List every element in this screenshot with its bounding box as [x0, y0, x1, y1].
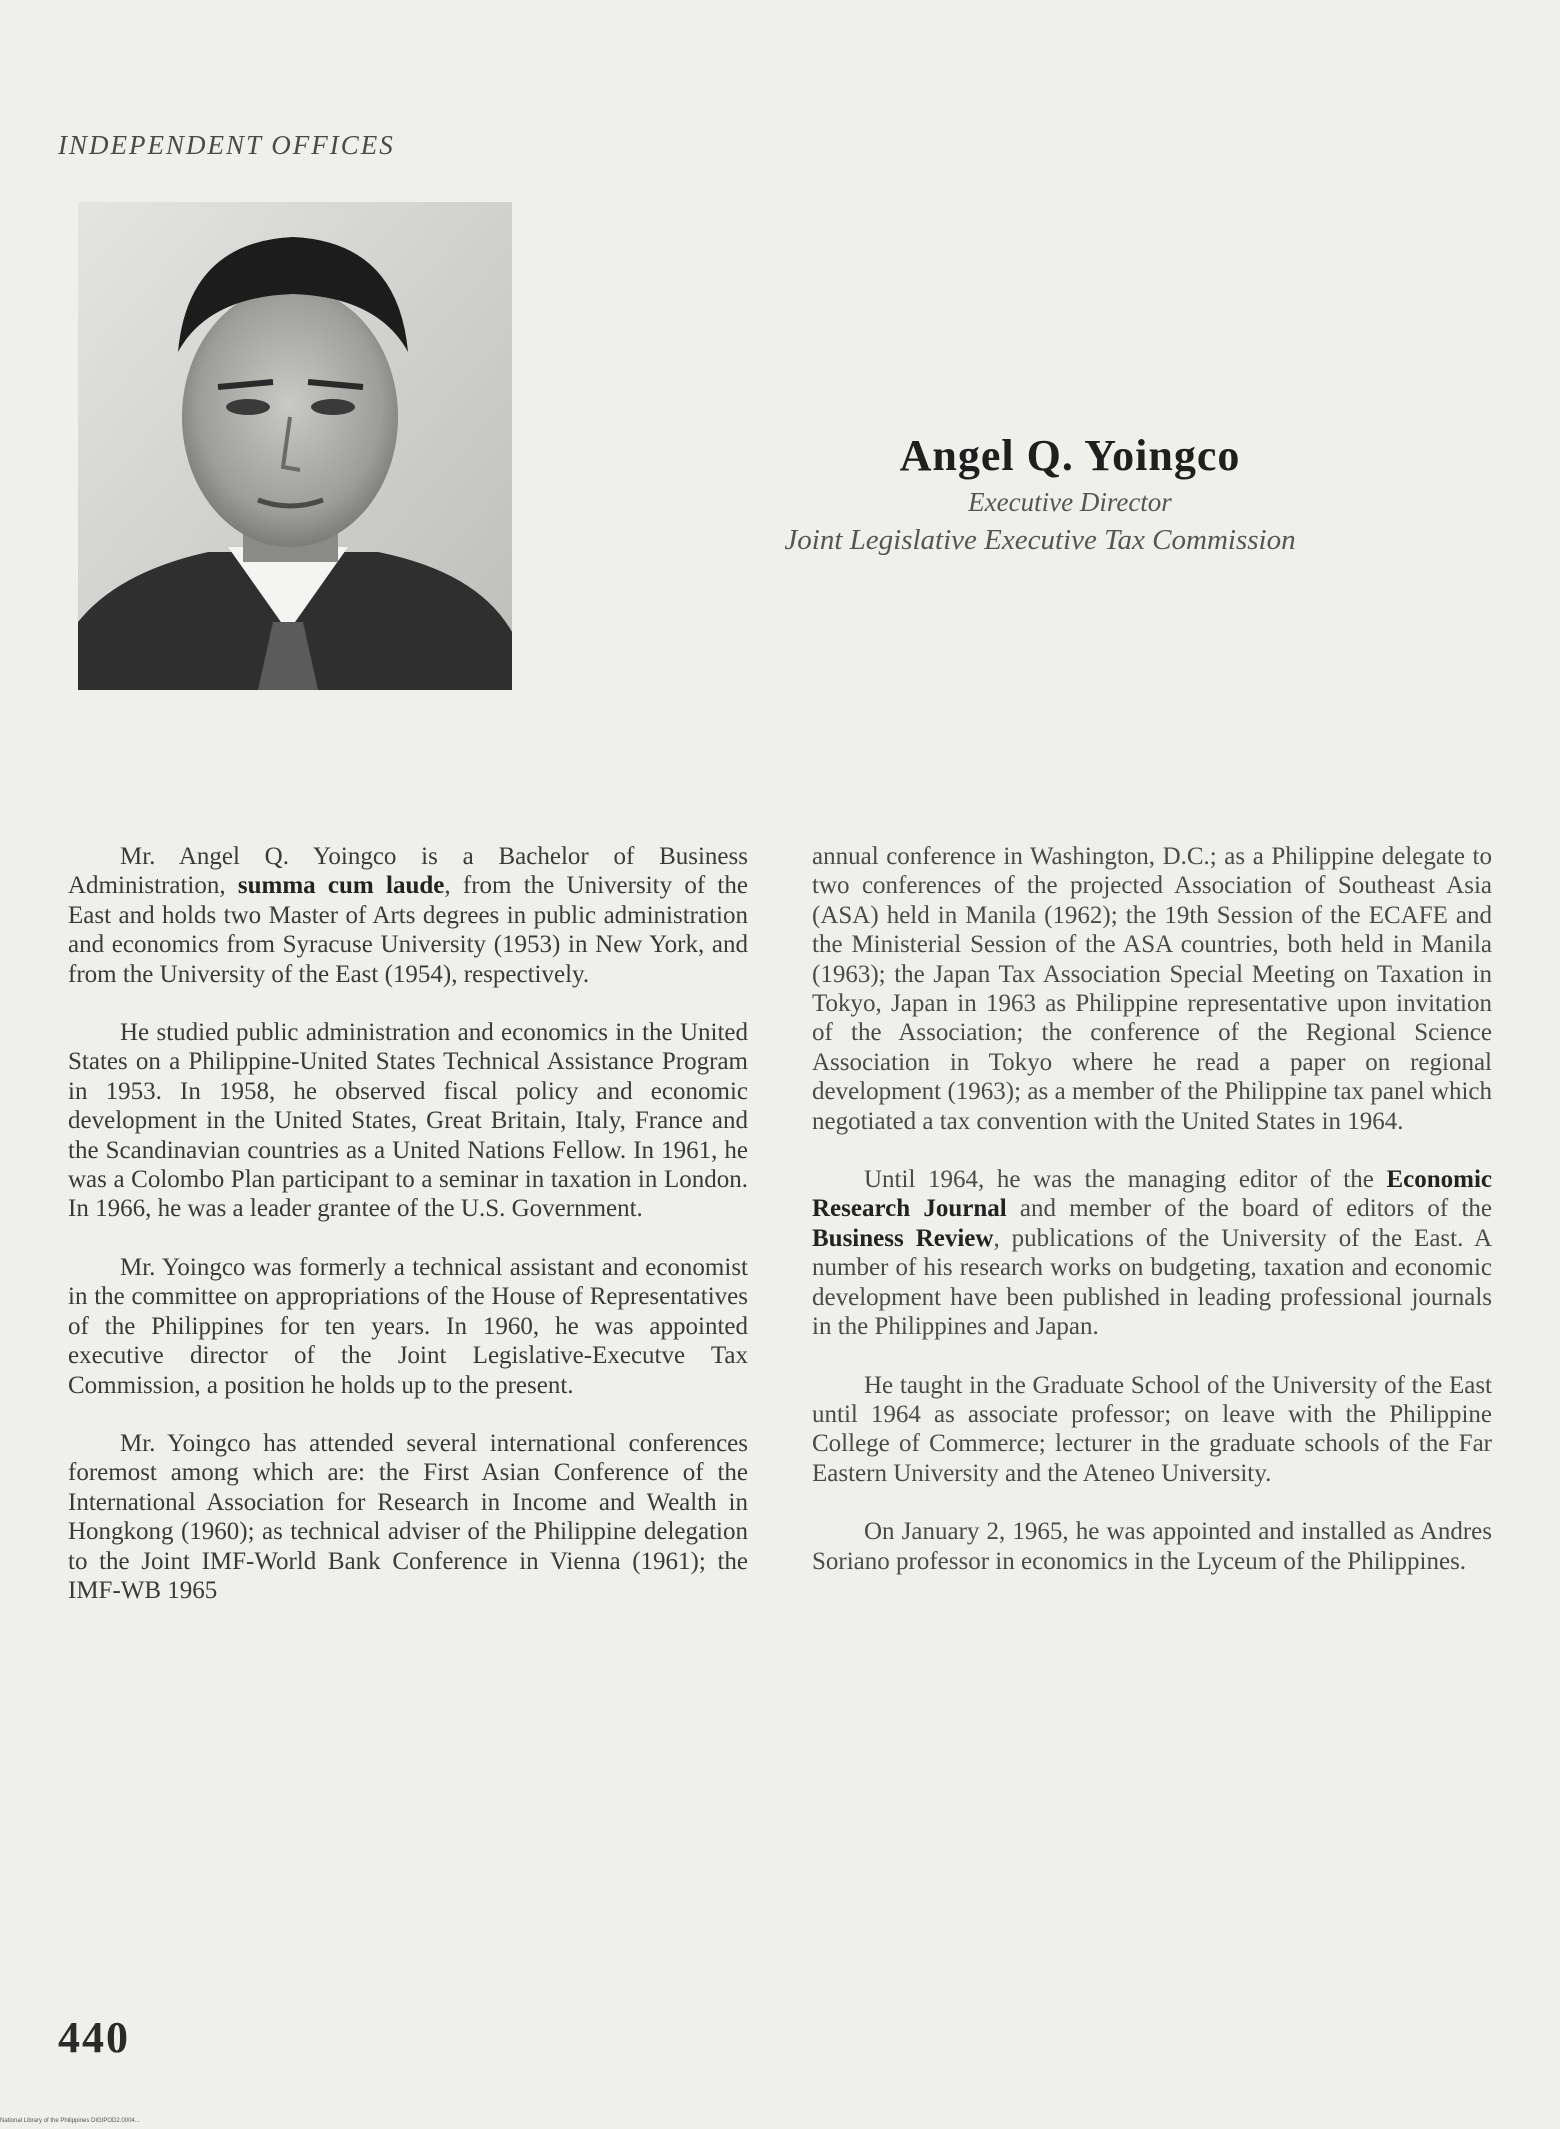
text-run: , from the University of the East and holds two Master of Arts degrees in public administration and economics from Syracuse University (1953) in New York, and from the University of the East (1954), respectively. [68, 872, 748, 988]
person-name: Angel Q. Yoingco [899, 431, 1241, 480]
text-run: , publications of the University of the East. A number of his research works on budgeting, taxation and economic development have been published in leading professional journals in the Philippines and Japan. [812, 1224, 1492, 1341]
paragraph [68, 842, 748, 989]
paragraph: He studied public administration and economics in the United States on a Philippine-United States Technical Assistance Program in 1953. In 1958, he observed fiscal policy and economic development in the United States, Great Britain, Italy, France and the Scandinavian countries as a United Nations Fellow. In 1961, he was a Colombo Plan participant to a seminar in taxation in London. In 1966, he was a leader grantee of the U.S. Government. [68, 1019, 748, 1223]
person-title: Executive Director [968, 487, 1172, 517]
footer-tiny-text: National Library of the Philippines DIGIPOD2.0004... [0, 2118, 140, 2124]
portrait-photo [78, 202, 512, 690]
paragraph: annual conference in Washington, D.C.; as a Philippine delegate to two conferences of the projected Association of Southeast Asia (ASA) held in Manila (1962); the 19th Session of the ECAFE and the Ministerial Session of the ASA countries, both held in Manila (1963); the Japan Tax Association Special Meeting on Taxation in Tokyo, Japan in 1963 as Philippine representative upon invitation of the Association; the conference of the Regional Science Association in Tokyo where he read a paper on regional development (1963); as a member of the Philippine tax panel which negotiated a tax convention with the United States in 1964. [812, 843, 1492, 1135]
bold-text: summa cum laude [237, 872, 445, 900]
page-number: 440 [58, 2013, 130, 2062]
section-header: INDEPENDENT OFFICES [58, 130, 395, 160]
text-run: and member of the board of editors of the [1006, 1195, 1492, 1223]
paragraph: Mr. Yoingco was formerly a technical assistant and economist in the committee on appropriations of the House of Representatives of the Philippines for ten years. In 1960, he was appointed executive director of the Joint Legislative-Executve Tax Commission, a position he holds up to the present. [68, 1253, 748, 1399]
profile-heading [660, 430, 1420, 557]
paragraph: Mr. Yoingco has attended several international conferences foremost among which are: the First Asian Conference of the International Association for Research in Income and Wealth in Hongkong (1960); as technical adviser of the Philippine delegation to the Joint IMF-World Bank Conference in Vienna (1961); the IMF-WB 1965 [68, 1429, 748, 1604]
left-column [68, 842, 748, 1634]
text-run: Mr. Angel Q. Yoingco is a Bachelor of Business Administration, [68, 843, 748, 900]
paragraph: On January 2, 1965, he was appointed and installed as Andres Soriano professor in economics in the Lyceum of the Philippines. [812, 1518, 1492, 1575]
bold-text: Business Review [812, 1224, 994, 1252]
person-organization: Joint Legislative Executive Tax Commission [784, 524, 1296, 556]
paragraph [812, 1165, 1492, 1341]
paragraph: He taught in the Graduate School of the University of the East until 1964 as associate professor; on leave with the Philippine College of Commerce; lecturer in the graduate schools of the Far Eastern University and the Ateneo University. [812, 1371, 1492, 1487]
right-column [812, 842, 1492, 1605]
bold-text: Economic Research Journal [812, 1166, 1492, 1223]
text-run: Until 1964, he was the managing editor of the [864, 1166, 1387, 1194]
